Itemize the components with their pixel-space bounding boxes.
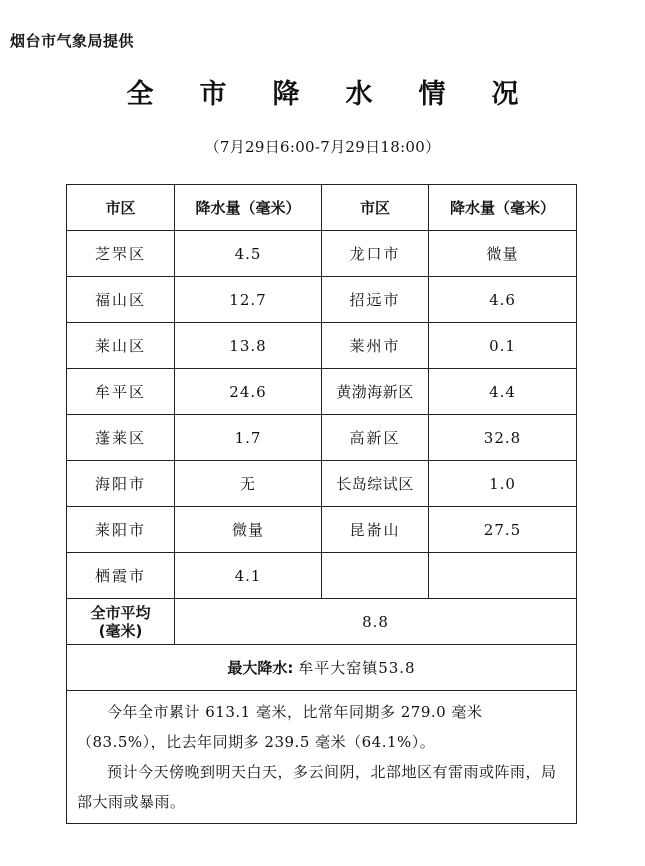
title-char: 情 (418, 79, 446, 110)
average-label (67, 599, 175, 645)
rainfall-value (429, 553, 577, 599)
rainfall-value: 13.8 (175, 323, 322, 369)
rainfall-value: 1.0 (429, 461, 577, 507)
title-char: 水 (345, 79, 373, 110)
column-header-rainfall: 降水量（毫米） (429, 185, 577, 231)
district-name: 芝罘区 (67, 231, 175, 277)
column-header-rainfall: 降水量（毫米） (175, 185, 322, 231)
district-name: 黄渤海新区 (322, 369, 429, 415)
max-rain-value: 牟平大窑镇53.8 (298, 659, 416, 677)
rainfall-value: 4.1 (175, 553, 322, 599)
rainfall-value: 32.8 (429, 415, 577, 461)
table-header-row (67, 185, 577, 231)
title-char: 全 (126, 79, 154, 110)
notes-cell (67, 691, 577, 824)
average-value: 8.8 (175, 599, 577, 645)
title-char: 况 (491, 79, 519, 110)
district-name: 莱阳市 (67, 507, 175, 553)
district-name: 龙口市 (322, 231, 429, 277)
title-char: 降 (272, 79, 300, 110)
column-header-district: 市区 (67, 185, 175, 231)
notes-row (67, 691, 577, 824)
table-row (67, 369, 577, 415)
page-title (0, 72, 645, 111)
average-row (67, 599, 577, 645)
district-name: 莱州市 (322, 323, 429, 369)
district-name: 招远市 (322, 277, 429, 323)
rainfall-value: 微量 (429, 231, 577, 277)
forecast-note: 预计今天傍晚到明天白天，多云间阴，北部地区有雷雨或阵雨，局部大雨或暴雨。 (77, 763, 557, 811)
table-row (67, 553, 577, 599)
max-rain-row (67, 645, 577, 691)
rainfall-value: 4.4 (429, 369, 577, 415)
district-name: 海阳市 (67, 461, 175, 507)
average-label-line1: 全市平均 (90, 603, 151, 622)
rainfall-value: 微量 (175, 507, 322, 553)
rainfall-value: 24.6 (175, 369, 322, 415)
rainfall-value: 无 (175, 461, 322, 507)
table-row (67, 231, 577, 277)
title-char: 市 (199, 79, 227, 110)
rainfall-value: 0.1 (429, 323, 577, 369)
district-name: 福山区 (67, 277, 175, 323)
table-row (67, 323, 577, 369)
max-rain-label: 最大降水: (227, 659, 294, 677)
max-rain-cell (67, 645, 577, 691)
district-name: 昆嵛山 (322, 507, 429, 553)
table-row (67, 507, 577, 553)
district-name: 长岛综试区 (322, 461, 429, 507)
cumulative-note: 今年全市累计 613.1 毫米，比常年同期多 279.0 毫米（83.5%），比去年同期多 239.5 毫米（64.1%）。 (77, 703, 483, 751)
time-period: （7月29日6:00-7月29日18:00） (204, 138, 441, 156)
district-name: 牟平区 (67, 369, 175, 415)
table-row (67, 415, 577, 461)
average-label-line2: (毫米) (98, 621, 143, 640)
rainfall-value: 4.5 (175, 231, 322, 277)
rainfall-value: 27.5 (429, 507, 577, 553)
district-name (322, 553, 429, 599)
source-label: 烟台市气象局提供 (10, 32, 135, 50)
rainfall-value: 4.6 (429, 277, 577, 323)
rainfall-table (66, 184, 577, 824)
rainfall-value: 12.7 (175, 277, 322, 323)
district-name: 高新区 (322, 415, 429, 461)
district-name: 莱山区 (67, 323, 175, 369)
district-name: 栖霞市 (67, 553, 175, 599)
column-header-district: 市区 (322, 185, 429, 231)
table-row (67, 277, 577, 323)
district-name: 蓬莱区 (67, 415, 175, 461)
rainfall-value: 1.7 (175, 415, 322, 461)
table-row (67, 461, 577, 507)
